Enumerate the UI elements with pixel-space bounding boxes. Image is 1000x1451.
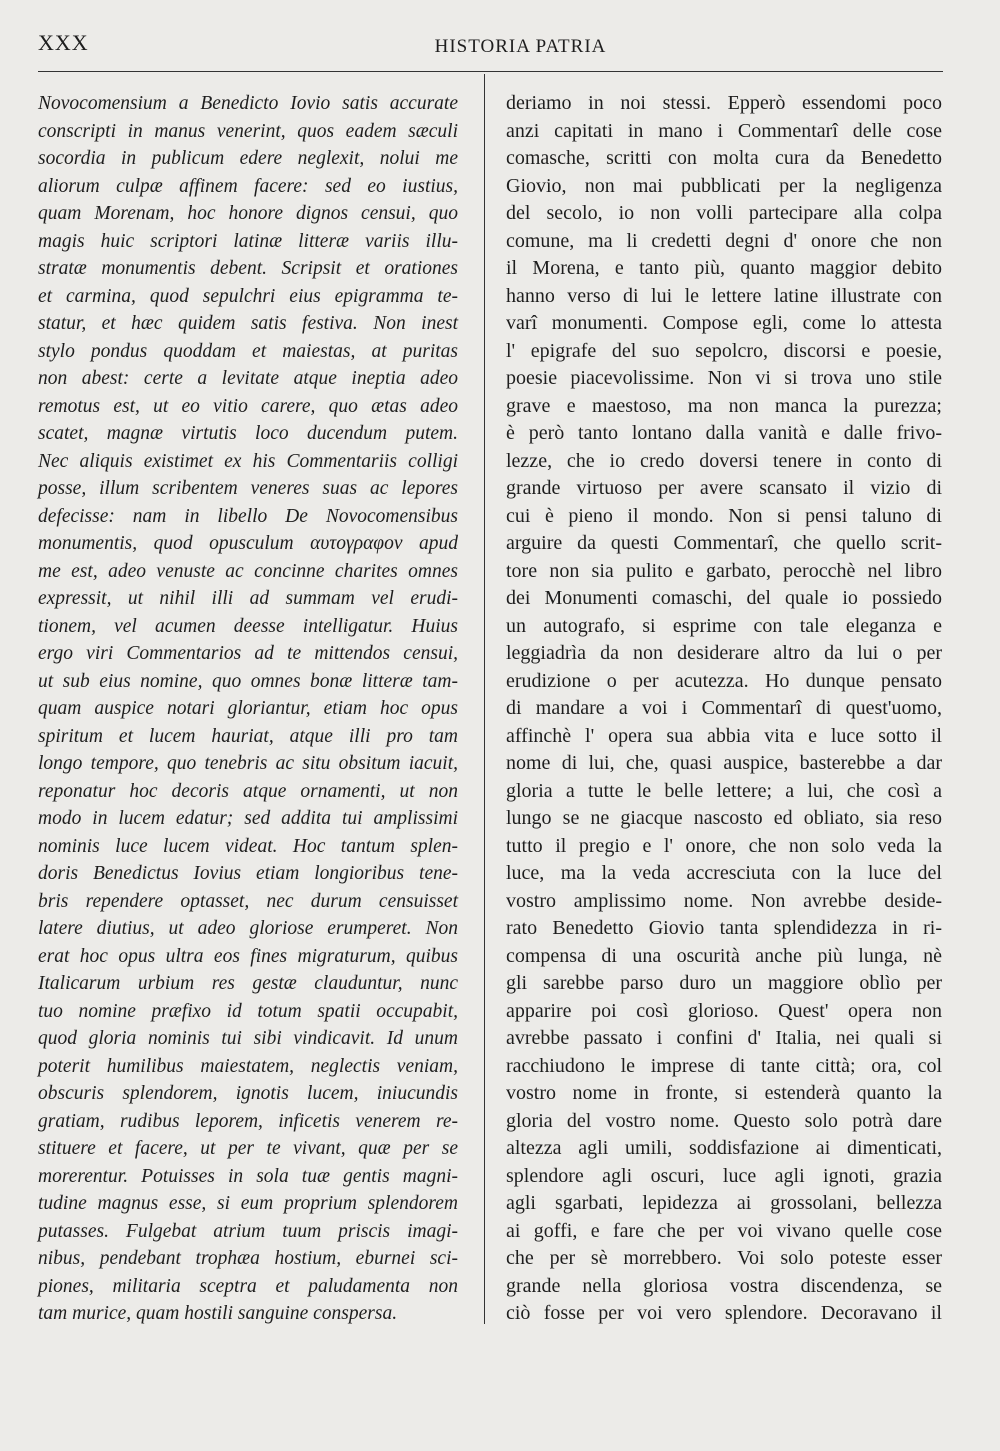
text-line: gloria a tutte le belle lettere; a lui, che così a <box>506 779 942 802</box>
text-line: apparire poi così glorioso. Quest' opera non <box>506 999 942 1022</box>
text-line: gli sarebbe parso duro un maggiore oblìo per <box>506 972 942 994</box>
text-line: agli sgarbati, lepidezza ai grossolani, bellezza <box>506 1192 942 1214</box>
text-line: grave e maestoso, ma non manca la purezza; <box>506 394 942 417</box>
header-rule <box>38 71 943 72</box>
text-line: è però tanto lontano dalla vanità e dalle frivo- <box>506 422 942 444</box>
text-line: conscripti in manus venerint, quos eadem sæculi <box>38 120 458 142</box>
text-line: di mandare a voi i Commentarî di quest'uomo, <box>506 697 942 719</box>
text-line: gloria del vostro nome. Questo solo potrà dare <box>506 1109 942 1132</box>
text-line: lungo se ne giacque nascosto ed obliato, sia reso <box>506 807 942 829</box>
text-line: che per sè morrebbero. Voi solo poteste esser <box>506 1247 942 1269</box>
text-line: hanno verso di lui le lettere latine illustrate con <box>506 284 942 307</box>
text-line: tuo nomine præfixo id totum spatii occupabit, <box>38 1000 458 1022</box>
text-line: altezza agli umili, soddisfazione ai dimenticati, <box>506 1137 942 1159</box>
page-header <box>38 30 943 66</box>
text-line: statur, et hæc quidem satis festiva. Non inest <box>38 313 458 334</box>
text-line: luce, ma la veda accresciuta con la luce del <box>506 862 942 884</box>
page-number: XXX <box>38 30 89 55</box>
text-line: affinchè l' opera sua abbia vita e luce sotto il <box>506 724 942 747</box>
latin-text-column <box>38 90 458 1328</box>
text-line: vostro nome in fronte, si estenderà quanto la <box>506 1082 942 1104</box>
text-line: ut sub eius nomine, quo omnes bonæ litteræ tam- <box>38 670 458 692</box>
text-line: ergo viri Commentarios ad te mittendos censui, <box>38 643 458 664</box>
text-line: morerentur. Potuisses in sola tuæ gentis magni- <box>38 1165 458 1187</box>
text-line: varî monumenti. Compose egli, come lo attesta <box>506 312 942 334</box>
text-line: Novocomensium a Benedicto Iovio satis accurate <box>38 93 458 114</box>
text-line: avrebbe passato i confini d' Italia, nei quali si <box>506 1027 942 1049</box>
text-line: vostro amplissimo nome. Non avrebbe deside- <box>506 889 942 912</box>
text-line: lezze, che io credo doversi tenere in conto di <box>506 449 942 472</box>
text-line: bris rependere optasset, nec durum censuisset <box>38 890 458 912</box>
text-line: del secolo, io non volli partecipare alla colpa <box>506 202 942 224</box>
text-line: compensa di una oscurità anche più lunga, nè <box>506 944 942 967</box>
text-line: latere diutius, ut adeo gloriose erumperet. Non <box>38 918 458 939</box>
text-line: stylo pondus quoddam et maiestas, at puritas <box>38 340 458 362</box>
text-line: arguire da questi Commentarî, che quello scrit- <box>506 532 942 554</box>
text-line: stratæ monumentis debent. Scripsit et orationes <box>38 258 458 279</box>
running-title: HISTORIA PATRIA <box>434 36 607 57</box>
text-line: spiritum et lucem hauriat, atque illi pro tam <box>38 725 458 747</box>
text-line: grande nella gloriosa vostra discendenza, se <box>506 1274 942 1297</box>
text-line: il Morena, e tanto più, quanto maggior debito <box>506 257 942 279</box>
text-line: obscuris splendorem, ignotis lucem, iniucundis <box>38 1083 458 1104</box>
text-line: l' epigrafe del suo sepolcro, discorsi e poesie, <box>506 339 942 362</box>
text-line: anzi capitati in mano i Commentarî delle cose <box>506 119 942 142</box>
text-line: tudine magnus esse, si eum proprium splendorem <box>38 1193 458 1214</box>
text-line: erat hoc opus ultra eos fines migraturum, quibus <box>38 945 458 967</box>
text-line: modo in lucem edatur; sed addita tui amplissimi <box>38 808 458 829</box>
text-line: defecisse: nam in libello De Novocomensibus <box>38 505 458 527</box>
text-line: socordia in publicum edere neglexit, nolui me <box>38 148 458 169</box>
text-line: comasche, scritti con molta cura da Benedetto <box>506 147 942 169</box>
text-line: erudizione o per acutezza. Ho dunque pensato <box>506 669 942 692</box>
text-line: ai goffi, e fare che per voi vivano quelle cose <box>506 1219 942 1242</box>
text-line: nominis luce lucem videat. Hoc tantum splen- <box>38 835 458 857</box>
text-line: poesie piacevolissime. Non vi si trova uno stile <box>506 367 942 389</box>
text-line: rato Benedetto Giovio tanta splendidezza in ri- <box>506 917 942 939</box>
text-line: splendore agli oscuri, luce agli ignoti, grazia <box>506 1164 942 1187</box>
text-line: tam murice, quam hostili sanguine conspersa. <box>38 1303 398 1324</box>
text-line: Italicarum urbium res gestæ clauduntur, nunc <box>38 973 458 994</box>
text-line: nome di lui, che, quasi auspice, basterebbe a dar <box>506 752 942 774</box>
text-line: grande virtuoso per avere scansato il vizio di <box>506 477 942 499</box>
text-line: aliorum culpæ affinem facere: sed eo iustius, <box>38 175 458 197</box>
text-line: stituere et facere, ut per te vivant, quæ per se <box>38 1138 458 1159</box>
text-line: putasses. Fulgebat atrium tuum priscis imagi- <box>38 1220 458 1242</box>
text-line: racchiudono le imprese di tante città; ora, col <box>506 1054 942 1077</box>
text-line: posse, illum scribentem veneres suas ac lepores <box>38 478 458 499</box>
text-line: tore non sia pulito e garbato, perocchè nel libro <box>506 559 942 582</box>
text-line: Giovio, non mai pubblicati per la negligenza <box>506 174 942 197</box>
text-line: magis huic scriptori latinæ litteræ variis illu- <box>38 230 458 252</box>
text-line: reponatur hoc decoris atque ornamenti, ut non <box>38 780 458 802</box>
text-line: non abest: certe a levitate atque ineptia adeo <box>38 368 458 389</box>
text-line: expressit, ut nihil illi ad summam vel erudi- <box>38 588 458 609</box>
text-line: comune, ma li credetti degni d' onore che non <box>506 229 942 252</box>
text-line: piones, militaria sceptra et paludamenta non <box>38 1275 458 1297</box>
italian-text-column <box>506 90 942 1328</box>
text-line: me est, adeo venuste ac concinne charites omnes <box>38 560 458 582</box>
text-line: un autografo, si esprime con tale eleganza e <box>506 614 942 637</box>
text-line: scatet, magnæ virtutis loco ducendum putem. <box>38 423 458 444</box>
text-line: cui è pieno il mondo. Non si pensi taluno di <box>506 504 942 527</box>
text-line: quam auspice notari gloriantur, etiam hoc opus <box>38 698 458 719</box>
text-line: tionem, vel acumen deesse intelligatur. Huius <box>38 615 458 637</box>
text-line: ciò fosse per voi vero splendore. Decoravano il <box>506 1302 942 1324</box>
text-line: dei Monumenti comaschi, del quale io possiedo <box>506 587 942 609</box>
text-line: Nec aliquis existimet ex his Commentariis colligi <box>38 450 458 472</box>
text-line: nibus, pendebant trophæa hostium, eburnei sci- <box>38 1248 458 1269</box>
text-line: remotus est, ut eo vitio carere, quo ætas adeo <box>38 395 458 417</box>
text-line: tutto il pregio e l' onore, che non solo veda la <box>506 834 942 857</box>
column-divider <box>484 74 485 1324</box>
text-line: quam Morenam, hoc honore dignos censui, quo <box>38 203 458 224</box>
text-line: quod gloria nominis tui sibi vindicavit. Id unum <box>38 1028 458 1049</box>
text-line: gratiam, rudibus leporem, inficetis venerem re- <box>38 1110 458 1132</box>
text-line: poterit humilibus maiestatem, neglectis veniam, <box>38 1055 458 1077</box>
text-line: doris Benedictus Iovius etiam longioribus tene- <box>38 863 458 884</box>
text-line: et carmina, quod sepulchri eius epigramma te- <box>38 285 458 307</box>
text-line: leggiadrìa da non desiderare altro da lui o per <box>506 642 942 664</box>
text-line: deriamo in noi stessi. Epperò essendomi poco <box>506 92 942 114</box>
text-line: monumentis, quod opusculum αυτογραφον apud <box>38 533 458 554</box>
text-line: longo tempore, quo tenebris ac situ obsitum iacuit, <box>38 753 458 774</box>
